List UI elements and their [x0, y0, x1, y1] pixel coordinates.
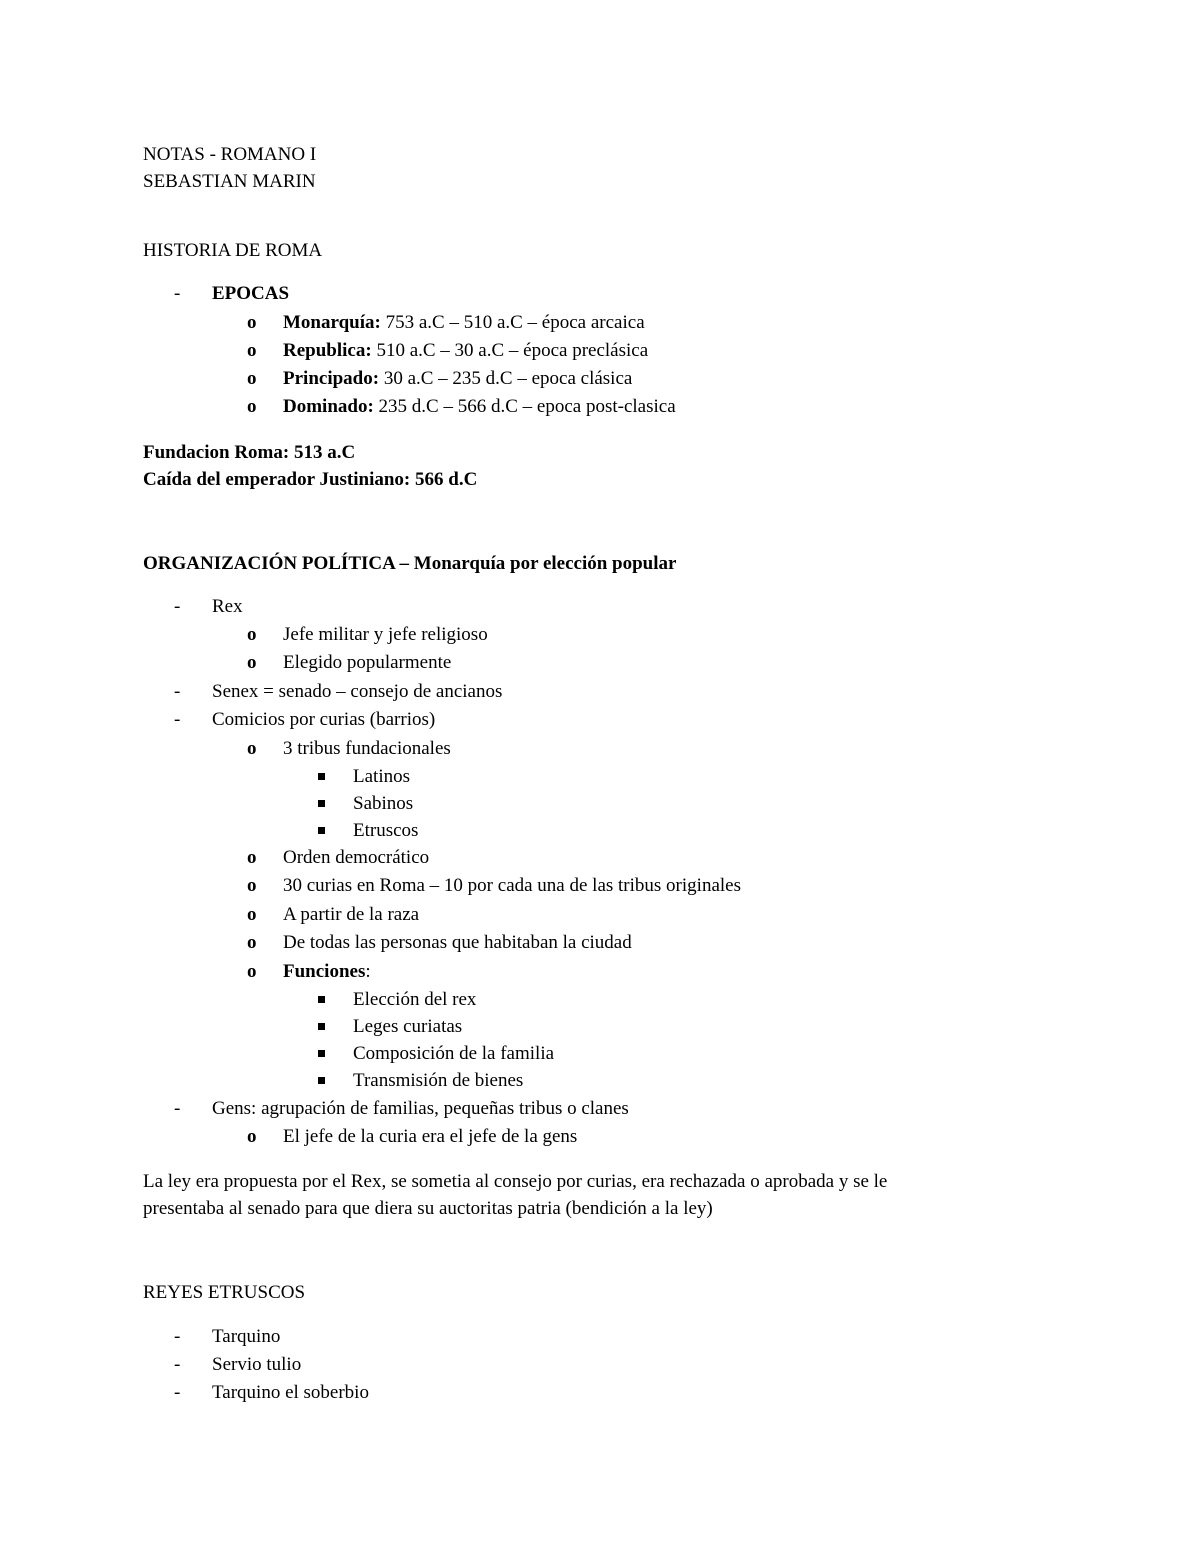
caida-line: Caída del emperador Justiniano: 566 d.C [143, 469, 478, 490]
circle-bullet: o [247, 847, 257, 868]
dash-bullet: - [174, 1098, 181, 1119]
funcion-item: Leges curiatas [353, 1016, 463, 1037]
dash-bullet: - [174, 681, 181, 702]
period-item [283, 368, 632, 390]
fundacion-line: Fundacion Roma: 513 a.C [143, 442, 356, 463]
funciones-colon: : [365, 961, 371, 982]
comicios-item: Comicios por curias (barrios) [212, 709, 436, 730]
dash-bullet: - [174, 1354, 181, 1375]
document-title: NOTAS - ROMANO I [143, 144, 317, 165]
square-bullet [318, 800, 325, 807]
gens-subitem: El jefe de la curia era el jefe de la gens [283, 1126, 578, 1147]
period-name: Dominado: [283, 396, 374, 417]
senex-item: Senex = senado – consejo de ancianos [212, 681, 503, 702]
dash-bullet: - [174, 709, 181, 730]
funciones-item [283, 961, 371, 983]
funciones-label: Funciones [283, 961, 366, 982]
circle-bullet: o [247, 312, 257, 333]
rex-subitem: Jefe militar y jefe religioso [283, 624, 488, 645]
period-text: 510 a.C – 30 a.C – época preclásica [371, 340, 649, 361]
gens-item: Gens: agrupación de familias, pequeñas tribus o clanes [212, 1098, 629, 1119]
section-heading-organizacion: ORGANIZACIÓN POLÍTICA – Monarquía por elección popular [143, 553, 677, 574]
dash-bullet: - [174, 283, 181, 304]
funcion-item: Elección del rex [353, 989, 477, 1010]
period-text: 30 a.C – 235 d.C – epoca clásica [379, 368, 633, 389]
tribu-item: Etruscos [353, 820, 419, 841]
circle-bullet: o [247, 340, 257, 361]
dash-bullet: - [174, 596, 181, 617]
dash-bullet: - [174, 1326, 181, 1347]
circle-bullet: o [247, 932, 257, 953]
circle-bullet: o [247, 961, 257, 982]
paragraph-line: presentaba al senado para que diera su auctoritas patria (bendición a la ley) [143, 1198, 713, 1219]
paragraph-line: La ley era propuesta por el Rex, se sometia al consejo por curias, era rechazada o aprobada y se le [143, 1171, 888, 1192]
section-heading-historia: HISTORIA DE ROMA [143, 240, 323, 261]
circle-bullet: o [247, 368, 257, 389]
period-name: Monarquía: [283, 312, 381, 333]
comicios-subitem: 30 curias en Roma – 10 por cada una de las tribus originales [283, 875, 741, 896]
period-text: 235 d.C – 566 d.C – epoca post-clasica [373, 396, 676, 417]
comicios-subitem: A partir de la raza [283, 904, 420, 925]
circle-bullet: o [247, 904, 257, 925]
tribu-item: Latinos [353, 766, 410, 787]
comicios-subitem: Orden democrático [283, 847, 430, 868]
square-bullet [318, 996, 325, 1003]
square-bullet [318, 1050, 325, 1057]
rex-item: Rex [212, 596, 243, 617]
circle-bullet: o [247, 652, 257, 673]
rex-subitem: Elegido popularmente [283, 652, 452, 673]
circle-bullet: o [247, 875, 257, 896]
tribus-label: 3 tribus fundacionales [283, 738, 451, 759]
square-bullet [318, 773, 325, 780]
tribu-item: Sabinos [353, 793, 414, 814]
section-heading-reyes: REYES ETRUSCOS [143, 1282, 306, 1303]
comicios-subitem: De todas las personas que habitaban la ciudad [283, 932, 632, 953]
period-text: 753 a.C – 510 a.C – época arcaica [380, 312, 645, 333]
period-item [283, 312, 645, 334]
circle-bullet: o [247, 1126, 257, 1147]
circle-bullet: o [247, 624, 257, 645]
square-bullet [318, 1077, 325, 1084]
document-author: SEBASTIAN MARIN [143, 171, 316, 192]
period-name: Principado: [283, 368, 380, 389]
circle-bullet: o [247, 738, 257, 759]
funcion-item: Transmisión de bienes [353, 1070, 524, 1091]
circle-bullet: o [247, 396, 257, 417]
period-name: Republica: [283, 340, 372, 361]
dash-bullet: - [174, 1382, 181, 1403]
period-item [283, 396, 676, 418]
square-bullet [318, 1023, 325, 1030]
rey-item: Tarquino [212, 1326, 281, 1347]
rey-item: Servio tulio [212, 1354, 302, 1375]
funcion-item: Composición de la familia [353, 1043, 555, 1064]
period-item [283, 340, 648, 362]
epocas-label: EPOCAS [212, 283, 290, 304]
square-bullet [318, 827, 325, 834]
rey-item: Tarquino el soberbio [212, 1382, 369, 1403]
